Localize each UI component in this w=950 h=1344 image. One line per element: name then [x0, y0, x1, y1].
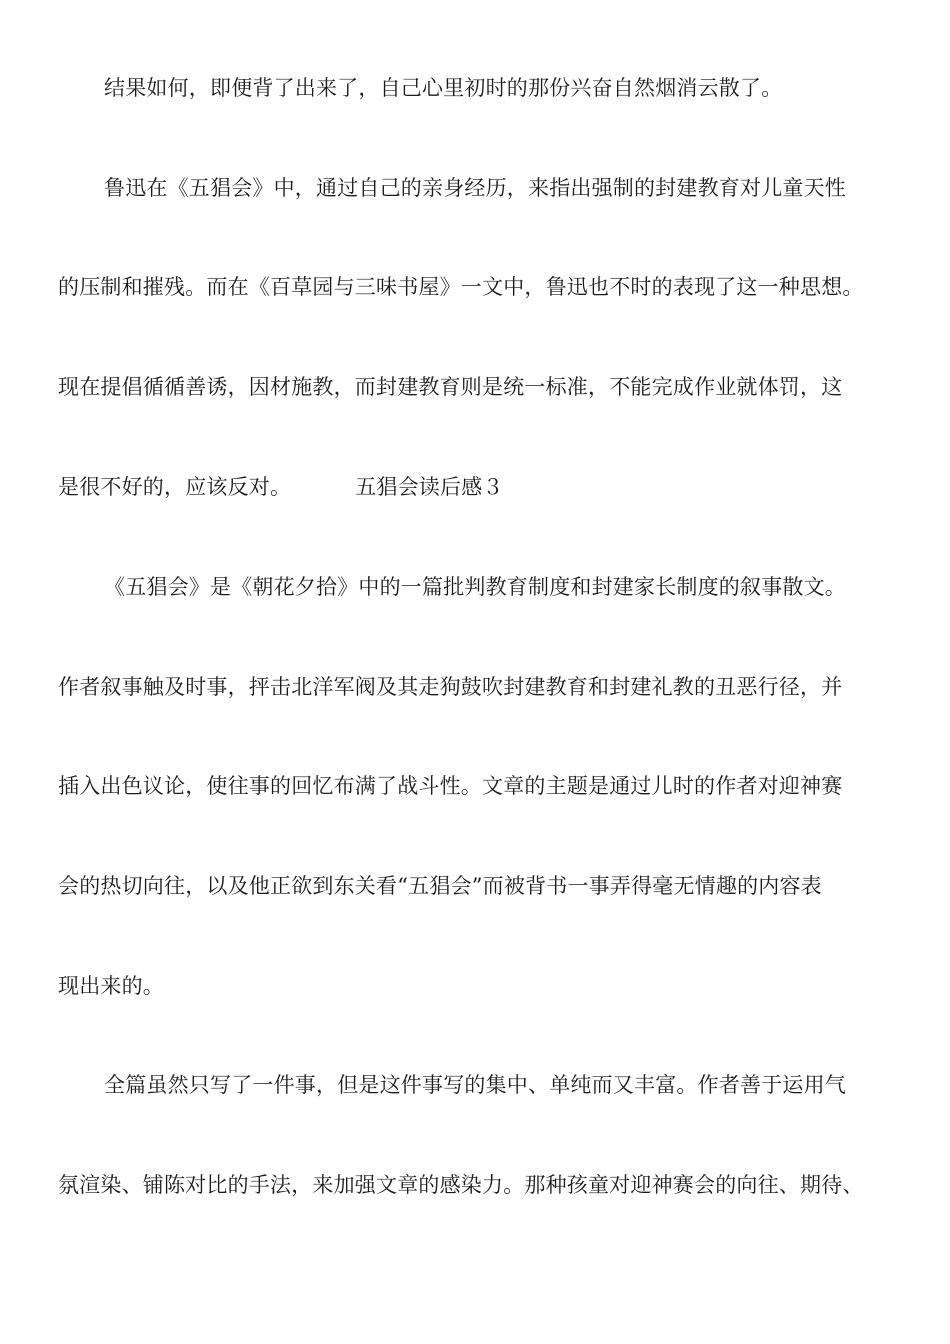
paragraph-line: 现在提倡循循善诱，因材施教，而封建教育则是统一标准，不能完成作业就体罚，这 [58, 375, 843, 399]
paragraph-line: 现出来的。 [58, 974, 164, 998]
paragraph-line: 的压制和摧残。而在《百草园与三味书屋》一文中，鲁迅也不时的表现了这一种思想。 [58, 275, 864, 299]
paragraph-line: 全篇虽然只写了一件事，但是这件事写的集中、单纯而又丰富。作者善于运用气 [104, 1073, 846, 1097]
paragraph-line-with-title [58, 473, 908, 501]
paragraph-line: 结果如何，即便背了出来了，自己心里初时的那份兴奋自然烟消云散了。 [104, 76, 783, 100]
section-title: 五猖会读后感３ [355, 475, 504, 499]
paragraph-line: 氛渲染、铺陈对比的手法，来加强文章的感染力。那种孩童对迎神赛会的向往、期待、 [58, 1173, 864, 1197]
paragraph-line: 会的热切向往，以及他正欲到东关看“五猖会”而被背书一事弄得毫无情趣的内容表 [58, 874, 822, 898]
paragraph-line: 是很不好的，应该反对。 [58, 475, 292, 499]
paragraph-line: 鲁迅在《五猖会》中，通过自己的亲身经历，来指出强制的封建教育对儿童天性 [104, 176, 846, 200]
paragraph-line: 《五猖会》是《朝花夕拾》中的一篇批判教育制度和封建家长制度的叙事散文。 [104, 575, 846, 599]
paragraph-line: 作者叙事触及时事，抨击北洋军阀及其走狗鼓吹封建教育和封建礼教的丑恶行径，并 [58, 675, 843, 699]
paragraph-line: 插入出色议论，使往事的回忆布满了战斗性。文章的主题是通过儿时的作者对迎神赛 [58, 774, 843, 798]
